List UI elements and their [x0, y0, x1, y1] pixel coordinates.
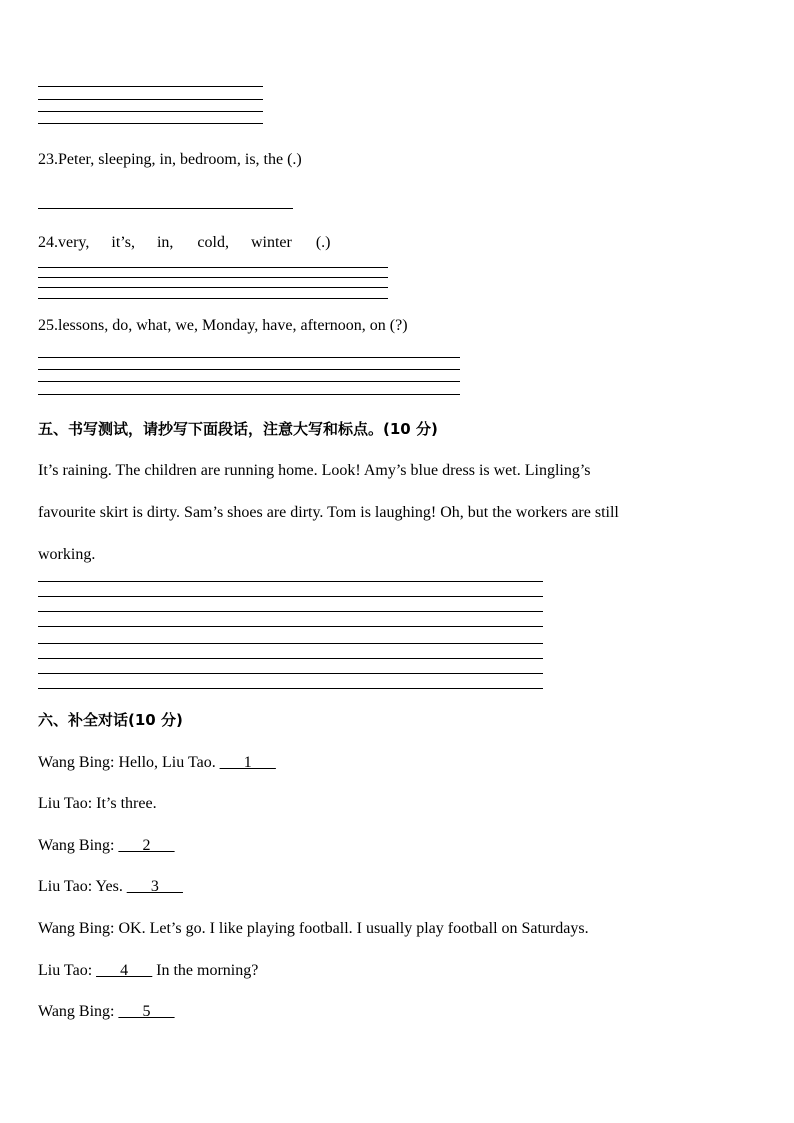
dialogue-text: It’s three.	[96, 795, 157, 812]
answer-line	[38, 369, 460, 370]
dialogue-line-2	[38, 794, 157, 814]
copy-line	[38, 596, 543, 597]
copy-line	[38, 626, 543, 627]
answer-blank-3[interactable]: ___3___	[126, 878, 183, 895]
answer-line	[38, 381, 460, 382]
word-1: very,	[58, 234, 90, 251]
question-25	[38, 316, 408, 336]
question-23	[38, 150, 302, 170]
copy-line	[38, 643, 543, 644]
answer-blank-4[interactable]: ___4___	[96, 962, 153, 979]
dialogue-line-3	[38, 836, 174, 856]
dialogue-text: OK. Let’s go. I like playing football. I usually play football on Saturdays.	[118, 920, 589, 937]
speaker: Wang Bing:	[38, 754, 115, 771]
word-6: (.)	[315, 234, 331, 251]
speaker: Wang Bing:	[38, 837, 115, 854]
word-2: it’s,	[111, 234, 135, 251]
answer-line-q23	[38, 208, 293, 209]
question-text: Peter, sleeping, in, bedroom, is, the (.)	[58, 151, 302, 168]
copy-line	[38, 581, 543, 582]
paragraph-line-1: It’s raining. The children are running home. Look! Amy’s blue dress is wet. Lingling’s	[38, 462, 591, 479]
dialogue-line-7	[38, 1002, 174, 1022]
paragraph-line-2: favourite skirt is dirty. Sam’s shoes are dirty. Tom is laughing! Oh, but the workers are still	[38, 504, 619, 521]
copy-line	[38, 673, 543, 674]
answer-line	[38, 111, 263, 112]
answer-line	[38, 287, 388, 288]
section-5-heading: 五、书写测试，请抄写下面段话，注意大写和标点。(10 分)	[38, 420, 438, 438]
dialogue-line-1	[38, 753, 276, 773]
speaker: Wang Bing:	[38, 920, 115, 937]
answer-blank-5[interactable]: ___5___	[118, 1003, 175, 1020]
copy-line	[38, 658, 543, 659]
dialogue-text: Yes.	[95, 878, 123, 895]
dialogue-text: Hello, Liu Tao.	[118, 754, 216, 771]
speaker: Wang Bing:	[38, 1003, 115, 1020]
speaker: Liu Tao:	[38, 962, 93, 979]
answer-line	[38, 277, 388, 278]
question-number: 25.	[38, 317, 58, 334]
question-number: 23.	[38, 151, 58, 168]
answer-line	[38, 267, 388, 268]
question-number: 24.	[38, 234, 58, 251]
speaker: Liu Tao:	[38, 795, 93, 812]
answer-line	[38, 86, 263, 87]
word-5: winter	[250, 234, 292, 251]
answer-line	[38, 394, 460, 395]
dialogue-line-5	[38, 919, 589, 939]
answer-line	[38, 357, 460, 358]
question-24	[38, 233, 330, 253]
copy-line	[38, 611, 543, 612]
speaker: Liu Tao:	[38, 878, 93, 895]
section-6-heading: 六、补全对话(10 分)	[38, 711, 183, 729]
copy-line	[38, 688, 543, 689]
dialogue-line-4	[38, 877, 183, 897]
word-3: in,	[156, 234, 174, 251]
dialogue-line-6	[38, 961, 258, 981]
answer-blank-2[interactable]: ___2___	[118, 837, 175, 854]
word-4: cold,	[197, 234, 229, 251]
answer-blank-1[interactable]: ___1___	[219, 754, 276, 771]
dialogue-text: In the morning?	[156, 962, 259, 979]
answer-line	[38, 123, 263, 124]
paragraph-line-3: working.	[38, 546, 96, 563]
answer-line	[38, 99, 263, 100]
question-text: lessons, do, what, we, Monday, have, afternoon, on (?)	[58, 317, 408, 334]
answer-line	[38, 298, 388, 299]
